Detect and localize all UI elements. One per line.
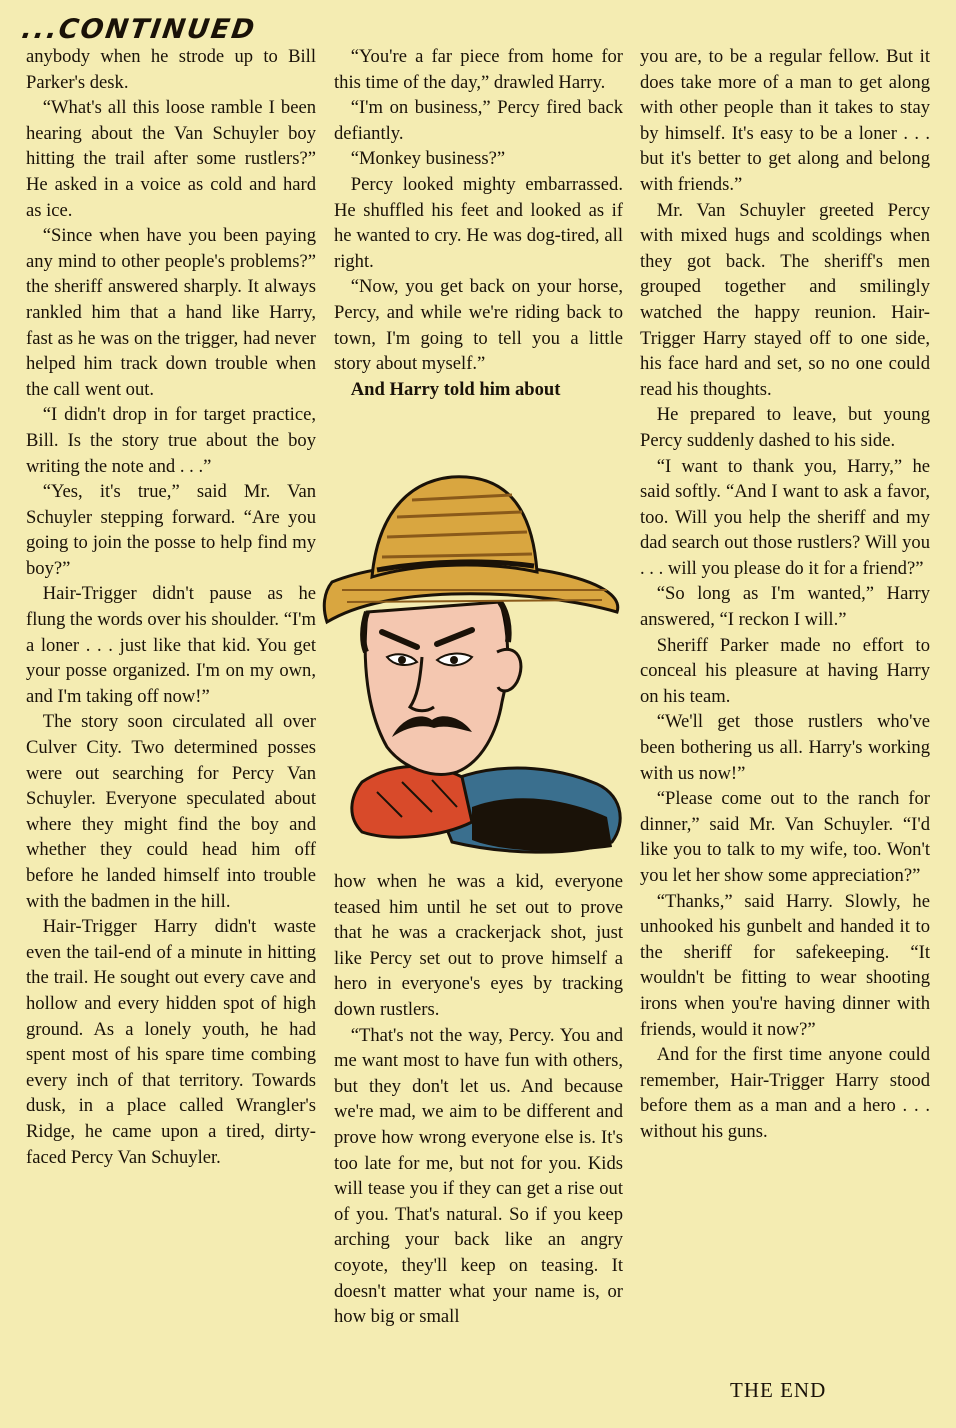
paragraph: And Harry told him about (350, 378, 561, 400)
paragraph: “Now, you get back on your horse, Percy, and while we're riding back to town, I'm going to tell you a little story about myself.” (334, 276, 623, 375)
paragraph: “Yes, it's true,” said Mr. Van Schuyler stepping forward. “Are you going to join the posse to help find my boy?” (26, 481, 316, 579)
paragraph: anybody when he strode up to Bill Parker's desk. (26, 46, 316, 93)
paragraph: “We'll get those rustlers who've been bothering us all. Harry's working with us now!” (640, 711, 930, 784)
paragraph: “I'm on business,” Percy fired back defiantly. (334, 97, 623, 144)
paragraph: “I didn't drop in for target practice, Bill. Is the story true about the boy writing the note and . . .” (26, 404, 316, 477)
paragraph: Mr. Van Schuyler greeted Percy with mixed hugs and scoldings when they got back. The sheriff's men grouped together and smilingly watched the happy reunion. Hair-Trigger Harry stayed off to one side, his face hard and set, so no one could read his thoughts. (640, 199, 930, 400)
paragraph: “That's not the way, Percy. You and me want most to have fun with others, but they don't let us. And because we're mad, we aim to be different and prove how wrong everyone else is. It's too late for me, but not for you. Kids will tease you if they can get a rise out of you. That's natural. So if you keep arching your back like an angry coyote, they'll keep on teasing. It doesn't matter what your name is, or how big or small (334, 1024, 623, 1328)
paragraph: “Since when have you been paying any mind to other people's problems?” the sheriff answered sharply. It always rankled him that a hand like Harry, fast as he was on the trigger, had never helped him track down trouble when the call went out. (26, 225, 316, 400)
paragraph: And for the first time anyone could remember, Hair-Trigger Harry stood before them as a man and a hero . . . without his guns. (640, 1044, 930, 1142)
paragraph: “Monkey business?” (350, 148, 506, 170)
text-column-2-top (334, 44, 623, 402)
paragraph: Percy looked mighty embarrassed. He shuffled his feet and looked as if he wanted to cry. He was dog-tired, all right. (334, 173, 623, 272)
paragraph: how when he was a kid, everyone teased him until he set out to prove that he was a crackerjack shot, just like Percy set out to prove himself a hero in everyone's eyes by tracking down rustlers. (334, 871, 623, 1020)
paragraph: “Thanks,” said Harry. Slowly, he unhooked his gunbelt and handed it to the sheriff for safekeeping. “It wouldn't be fitting to wear shooting irons when you're having dinner with friends, would it now?” (640, 890, 930, 1040)
paragraph: The story soon circulated all over Culver City. Two determined posses were out searching for Percy Van Schuyler. Everyone speculated about where they might find the boy and whether they could head him off before he landed himself into trouble with the badmen in the hill. (26, 711, 316, 912)
paragraph: “You're a far piece from home for this time of the day,” drawled Harry. (334, 46, 623, 93)
paragraph: Hair-Trigger didn't pause as he flung the words over his shoulder. “I'm a loner . . . just like that kid. You get your posse organized. I'm on my own, and I'm taking off now!” (26, 583, 316, 707)
paragraph: He prepared to leave, but young Percy suddenly dashed to his side. (640, 404, 930, 451)
paragraph: Sheriff Parker made no effort to conceal his pleasure at having Harry on his team. (640, 634, 930, 707)
paragraph: “I want to thank you, Harry,” he said softly. “And I want to ask a favor, too. Will you help the sheriff and my dad search out those rustlers? Will you . . . will you please do it for a friend?” (640, 455, 930, 579)
paragraph: “What's all this loose ramble I been hearing about the Van Schuyler boy hitting the trail after some rustlers?” He asked in a voice as cold and hard as ice. (26, 97, 316, 221)
text-column-2-bottom (334, 869, 623, 1330)
paragraph: you are, to be a regular fellow. But it does take more of a man to get along with other people than it takes to stay by himself. It's easy to be a loner . . . but it's better to get along and belong with friends.” (640, 46, 930, 195)
continued-header: ...CONTINUED (19, 14, 259, 45)
text-column-1 (26, 44, 316, 1170)
face-shape (365, 602, 507, 774)
paragraph: Hair-Trigger Harry didn't waste even the tail-end of a minute in hitting the trail. He sought out every cave and hollow and every hidden spot of high ground. As a lonely youth, he had spent most of his spare time combing every inch of that territory. Towards dusk, in a place called Wrangler's Ridge, he came upon a tired, dirty-faced Percy Van Schuyler. (26, 916, 316, 1168)
bandana-shape (352, 766, 472, 837)
paragraph: “Please come out to the ranch for dinner,” said Mr. Van Schuyler. “I'd like you to talk to my wife, too. Won't you let her show some appreciation?” (640, 788, 930, 886)
paragraph: “So long as I'm wanted,” Harry answered, “I reckon I will.” (640, 583, 930, 631)
cowboy-portrait-icon (322, 462, 632, 867)
the-end-label: THE END (730, 1378, 827, 1402)
text-column-3 (640, 44, 930, 1145)
